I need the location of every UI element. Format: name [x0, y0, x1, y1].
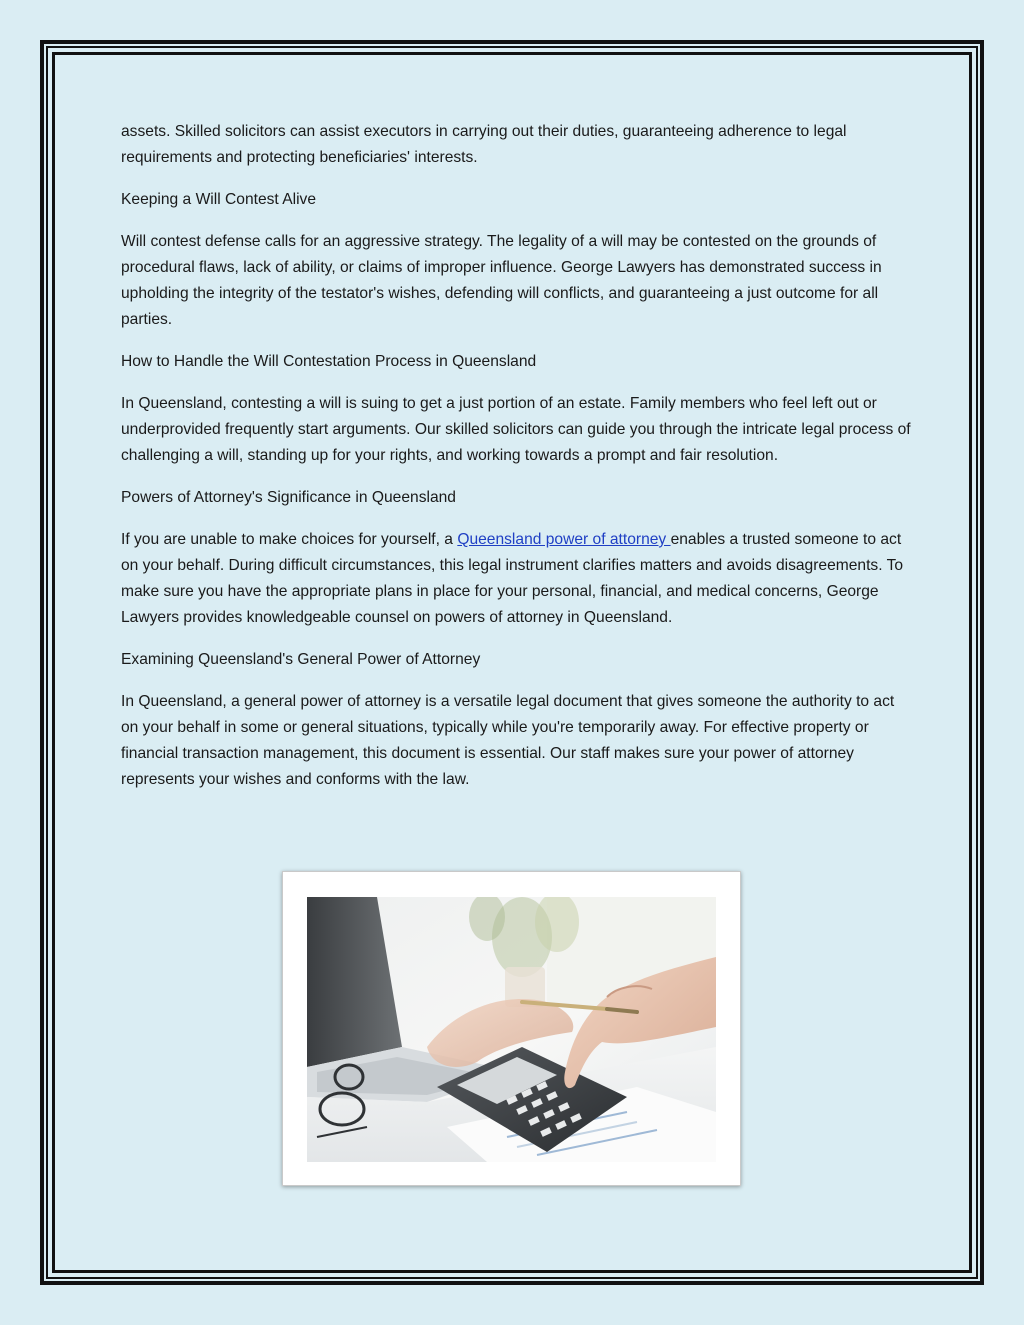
heading-general-power-of-attorney: Examining Queensland's General Power of Attorney [121, 651, 481, 668]
paragraph-will-contest-defense: Will contest defense calls for an aggressive strategy. The legality of a will may be contested on the grounds of procedural flaws, lack of ability, or claims of improper influence. George Lawyers has demonstrated success in upholding the integrity of the testator's wishes, defending will conflicts, and guaranteeing a just outcome for all parties. [121, 233, 882, 328]
heading-will-contest-alive: Keeping a Will Contest Alive [121, 191, 317, 208]
paragraph-text-before-link: If you are unable to make choices for yourself, a [121, 531, 458, 548]
heading-will-contestation-process: How to Handle the Will Contestation Process in Queensland [121, 353, 537, 370]
heading-powers-of-attorney: Powers of Attorney's Significance in Queensland [121, 489, 456, 506]
document-body [121, 119, 911, 809]
paragraph-contesting-will: In Queensland, contesting a will is suing to get a just portion of an estate. Family members who feel left out or underprovided frequently start arguments. Our skilled solicitors can guide you through the intricate legal process of challenging a will, standing up for your rights, and working towards a prompt and fair resolution. [121, 395, 911, 464]
paragraph-executors: assets. Skilled solicitors can assist executors in carrying out their duties, guaranteeing adherence to legal requirements and protecting beneficiaries' interests. [121, 123, 847, 166]
paragraph-text-after-link: enables a trusted someone to act on your behalf. During difficult circumstances, this legal instrument clarifies matters and avoids disagreements. To make sure you have the appropriate plans in place for your personal, financial, and medical concerns, George Lawyers provides knowledgeable counsel on powers of attorney in Queensland. [121, 531, 904, 626]
calculator-photo-illustration [307, 897, 716, 1162]
paragraph-power-of-attorney [121, 527, 911, 631]
calculator-photo [307, 897, 716, 1162]
paragraph-general-power-of-attorney: In Queensland, a general power of attorney is a versatile legal document that gives someone the authority to act on your behalf in some or general situations, typically while you're temporarily away. For effective property or financial transaction management, this document is essential. Our staff makes sure your power of attorney represents your wishes and conforms with the law. [121, 693, 895, 788]
photo-frame [282, 871, 741, 1186]
queensland-power-of-attorney-link[interactable]: Queensland power of attorney [457, 531, 671, 548]
